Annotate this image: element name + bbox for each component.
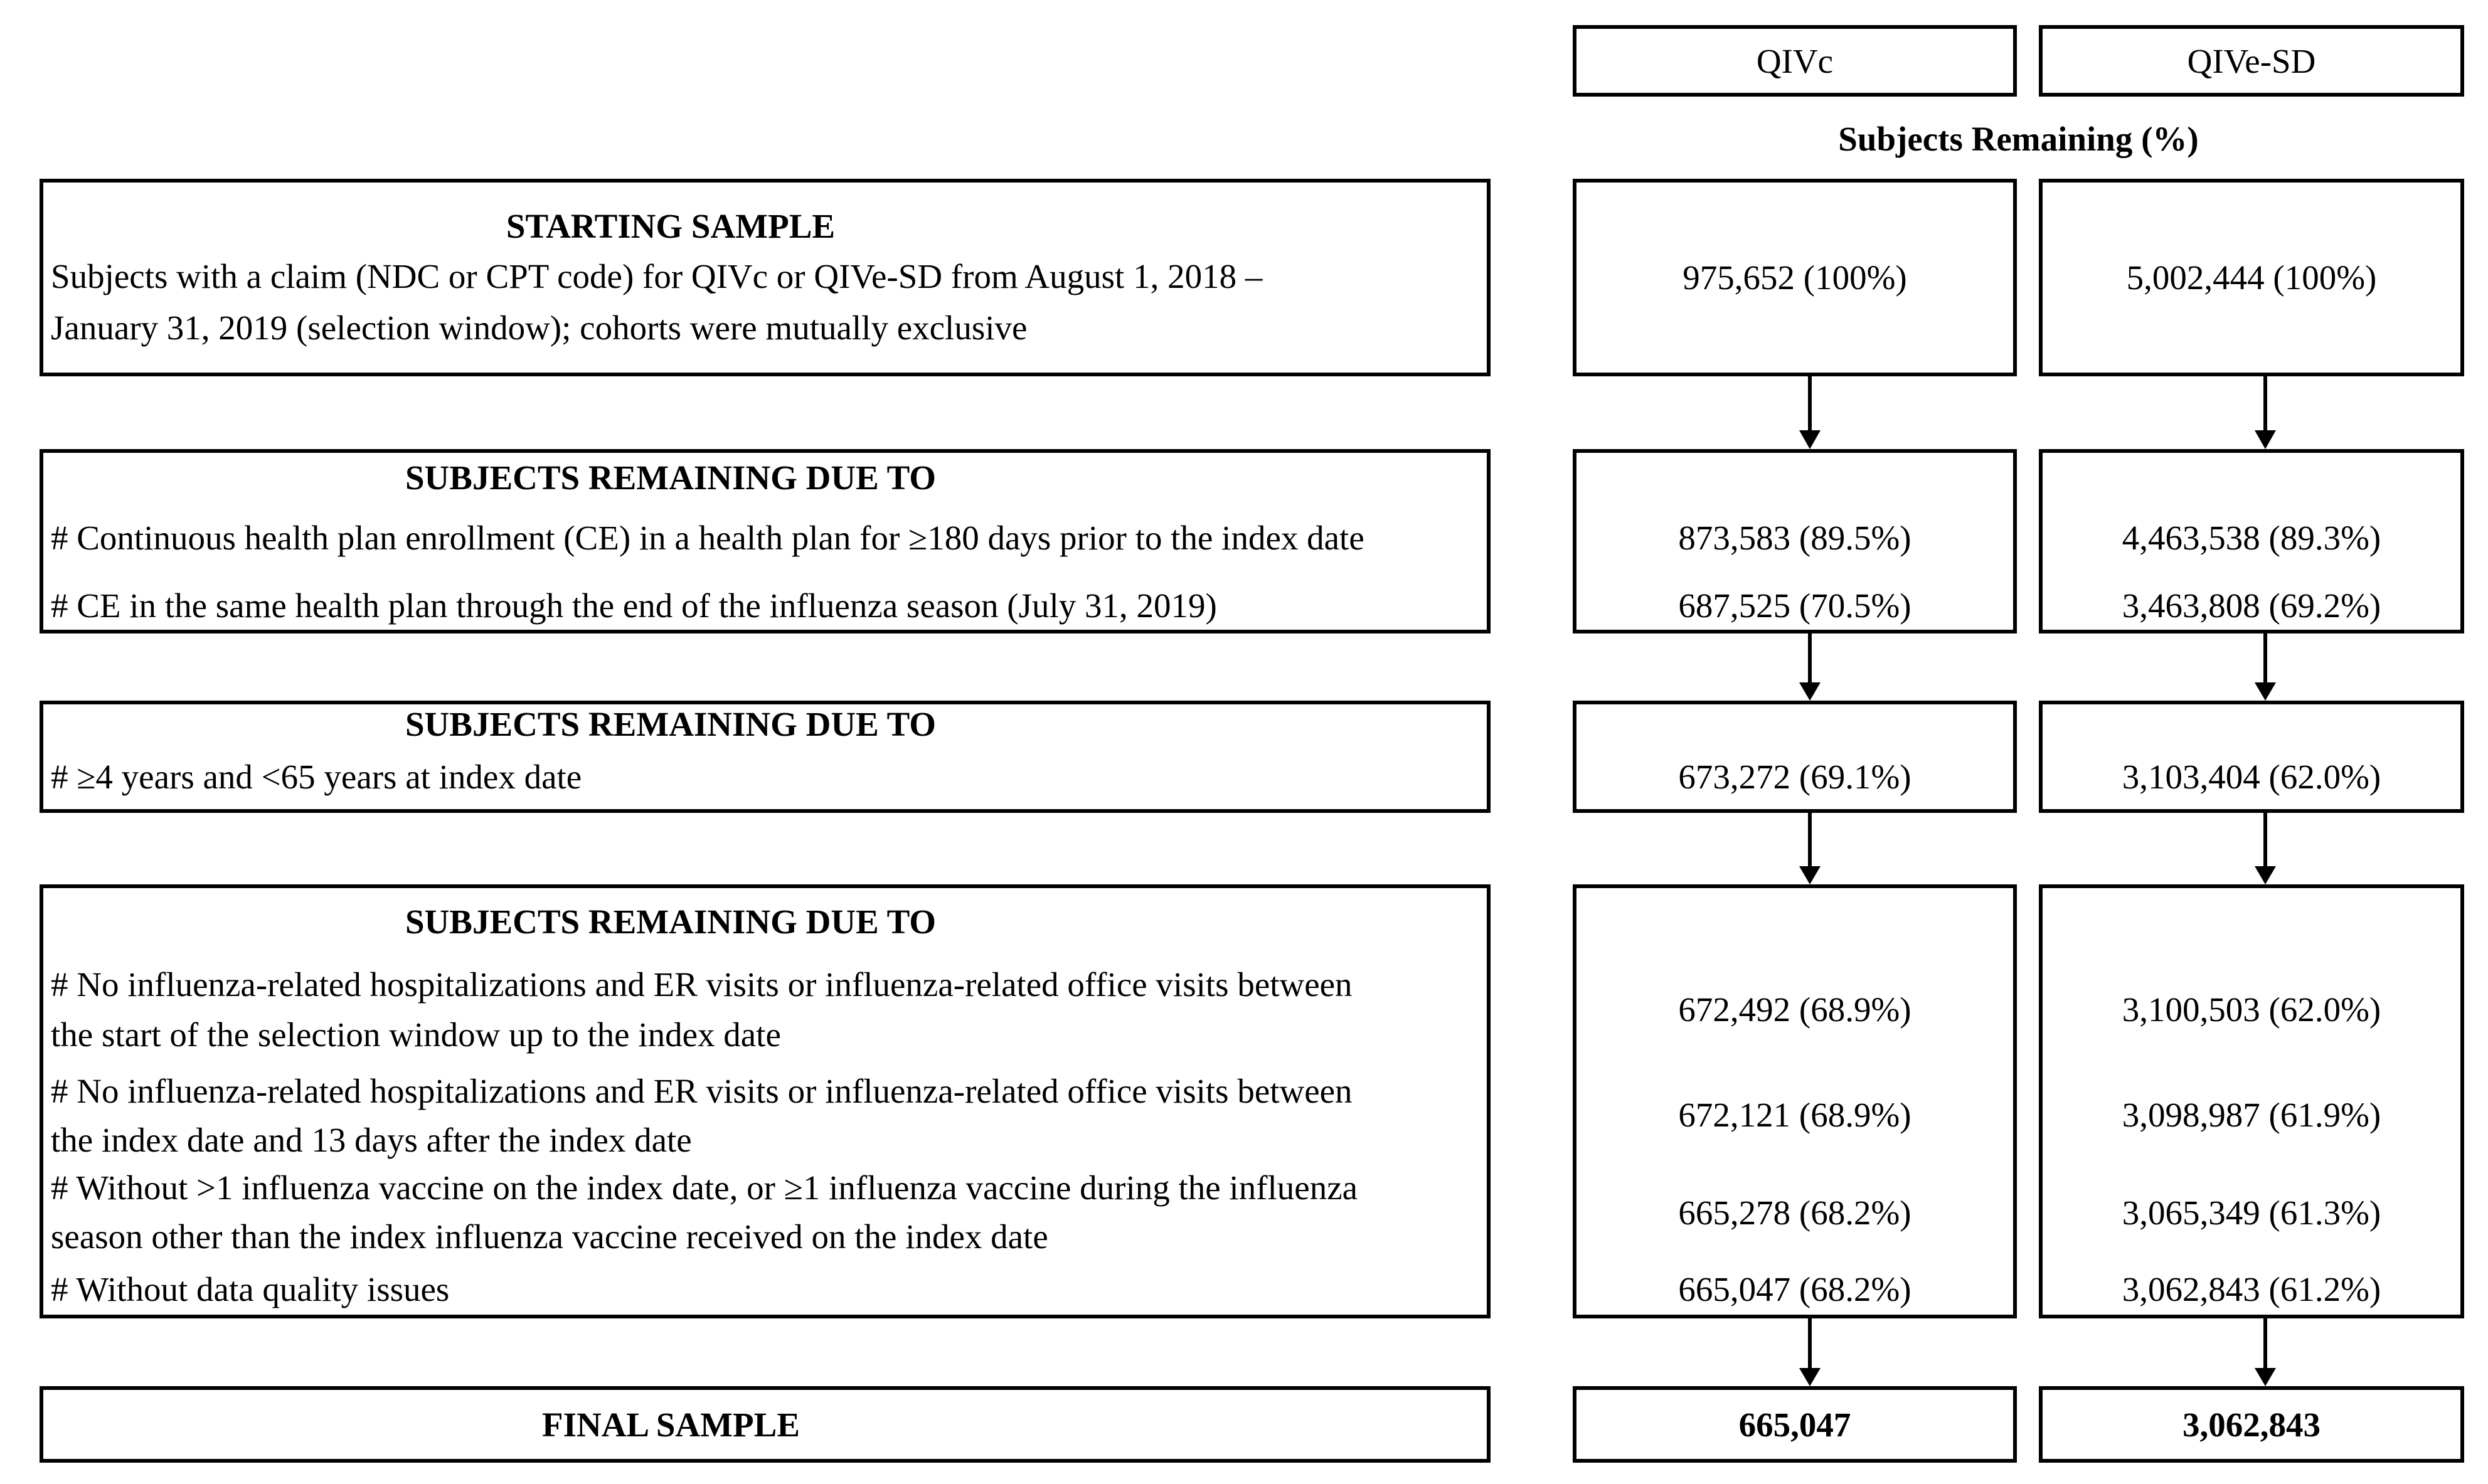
step3-row-4-qive-sd: 3,062,843 (61.2%) bbox=[2122, 1270, 2381, 1308]
qivc-arrow-2 bbox=[1799, 633, 1821, 701]
qive-sd-arrow-3 bbox=[2255, 813, 2276, 884]
step3-row-3-line-1: # Without >1 influenza vaccine on the index date, or ≥1 influenza vaccine during the influenza bbox=[51, 1169, 1358, 1207]
step3-row-1-line-1: # No influenza-related hospitalizations and ER visits or influenza-related office visits between bbox=[51, 965, 1353, 1004]
step3-row-1-qive-sd: 3,100,503 (62.0%) bbox=[2122, 990, 2381, 1029]
step3-row-4-qivc: 665,047 (68.2%) bbox=[1678, 1270, 1911, 1308]
step1-row-1-label: # Continuous health plan enrollment (CE) in a health plan for ≥180 days prior to the index date bbox=[51, 519, 1364, 557]
step3-row-1-line-2: the start of the selection window up to the index date bbox=[51, 1015, 781, 1054]
step3-row-3-line-2: season other than the index influenza vaccine received on the index date bbox=[51, 1217, 1048, 1256]
step3-row-3-qive-sd: 3,065,349 (61.3%) bbox=[2122, 1194, 2381, 1232]
qive-sd-header-label: QIVe-SD bbox=[2187, 41, 2316, 80]
step3-row-2-qivc: 672,121 (68.9%) bbox=[1678, 1096, 1911, 1134]
step3-row-3-qivc: 665,278 (68.2%) bbox=[1678, 1194, 1911, 1232]
step1-row-2-label: # CE in the same health plan through the end of the influenza season (July 31, 2019) bbox=[51, 586, 1217, 625]
subjects-remaining-subtitle: Subjects Remaining (%) bbox=[1838, 120, 2199, 158]
qivc-arrow-3 bbox=[1799, 813, 1821, 884]
step3-row-1-qivc: 672,492 (68.9%) bbox=[1678, 990, 1911, 1029]
qive-sd-arrow-1 bbox=[2255, 376, 2276, 449]
starting-sample-line-2: January 31, 2019 (selection window); cohorts were mutually exclusive bbox=[51, 309, 1028, 347]
step1-row-1-qive-sd: 4,463,538 (89.3%) bbox=[2122, 519, 2381, 557]
qivc-arrow-4 bbox=[1799, 1318, 1821, 1386]
step3-row-2-line-2: the index date and 13 days after the index date bbox=[51, 1121, 692, 1159]
step2-row-1-qive-sd: 3,103,404 (62.0%) bbox=[2122, 758, 2381, 796]
step2-row-1-label: # ≥4 years and <65 years at index date bbox=[51, 758, 582, 796]
step3-row-2-line-1: # No influenza-related hospitalizations and ER visits or influenza-related office visits between bbox=[51, 1072, 1353, 1110]
starting-qivc-value: 975,652 (100%) bbox=[1683, 258, 1907, 297]
qive-sd-arrow-4 bbox=[2255, 1318, 2276, 1386]
starting-sample-line-1: Subjects with a claim (NDC or CPT code) for QIVc or QIVe-SD from August 1, 2018 – bbox=[51, 257, 1263, 295]
step1-row-2-qivc: 687,525 (70.5%) bbox=[1678, 586, 1911, 625]
qivc-arrow-1 bbox=[1799, 376, 1821, 449]
step3-row-4-line-1: # Without data quality issues bbox=[51, 1270, 450, 1308]
qivc-header-label: QIVc bbox=[1756, 41, 1834, 80]
step1-row-1-qivc: 873,583 (89.5%) bbox=[1678, 519, 1911, 557]
final-qive-sd-value: 3,062,843 bbox=[2182, 1405, 2321, 1444]
step1-title: SUBJECTS REMAINING DUE TO bbox=[405, 458, 937, 497]
starting-qive-sd-value: 5,002,444 (100%) bbox=[2126, 258, 2377, 297]
step1-row-2-qive-sd: 3,463,808 (69.2%) bbox=[2122, 586, 2381, 625]
step3-row-2-qive-sd: 3,098,987 (61.9%) bbox=[2122, 1096, 2381, 1134]
final-qivc-value: 665,047 bbox=[1738, 1405, 1851, 1444]
qive-sd-arrow-2 bbox=[2255, 633, 2276, 701]
step2-title: SUBJECTS REMAINING DUE TO bbox=[405, 705, 937, 743]
step2-row-1-qivc: 673,272 (69.1%) bbox=[1678, 758, 1911, 796]
starting-sample-title: STARTING SAMPLE bbox=[506, 207, 836, 245]
step3-title: SUBJECTS REMAINING DUE TO bbox=[405, 903, 937, 941]
final-sample-title: FINAL SAMPLE bbox=[541, 1405, 800, 1444]
